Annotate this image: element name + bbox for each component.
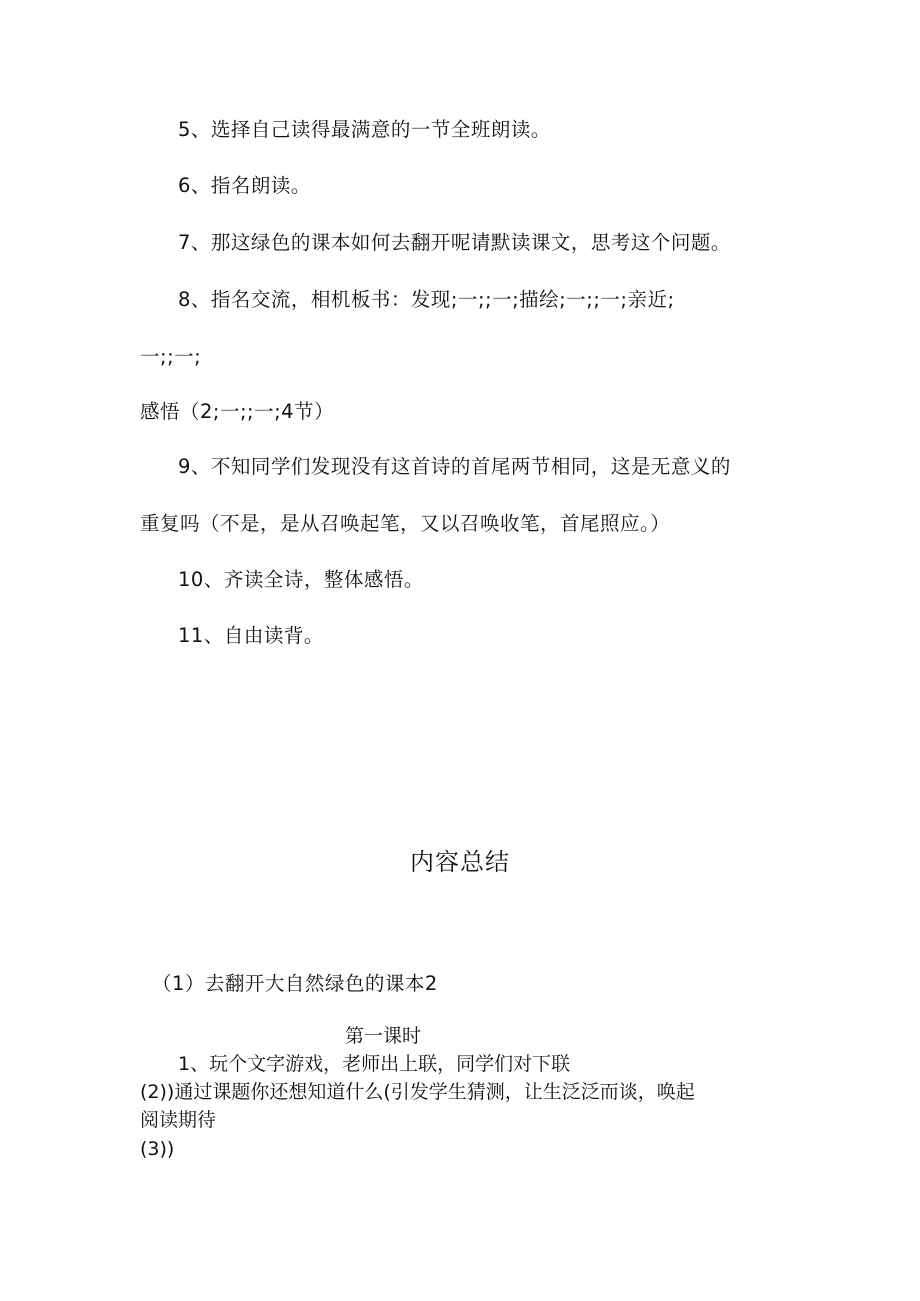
text-line-5: 5、选择自己读得最满意的一节全班朗读。 [178, 118, 551, 141]
summary-item-2a: (2))通过课题你还想知道什么(引发学生猜测，让生泛泛而谈，唤起 [140, 1081, 695, 1103]
summary-item-1: （1）去翻开大自然绿色的课本2 [152, 972, 438, 995]
summary-item-3: (3)) [140, 1138, 175, 1160]
text-line-11: 11、自由读背。 [178, 624, 324, 647]
summary-item-2b: 阅读期待 [140, 1109, 217, 1131]
text-line-6: 6、指名朗读。 [178, 174, 311, 197]
text-line-8c: 感悟（2;一;;一;4节） [140, 400, 335, 423]
text-line-9b: 重复吗（不是，是从召唤起笔，又以召唤收笔，首尾照应。） [140, 512, 671, 535]
text-line-10: 10、齐读全诗，整体感悟。 [178, 568, 424, 591]
text-line-8b: 一;;一; [140, 345, 202, 368]
section-title: 内容总结 [410, 848, 510, 876]
lesson-step-1: 1、玩个文字游戏，老师出上联，同学们对下联 [178, 1053, 571, 1075]
text-line-8a: 8、指名交流，相机板书：发现;一;;一;描绘;一;;一;亲近; [178, 288, 675, 311]
lesson-heading: 第一课时 [345, 1025, 422, 1047]
text-line-9a: 9、不知同学们发现没有这首诗的首尾两节相同，这是无意义的 [178, 455, 731, 478]
text-line-7: 7、那这绿色的课本如何去翻开呢请默读课文，思考这个问题。 [178, 231, 731, 254]
